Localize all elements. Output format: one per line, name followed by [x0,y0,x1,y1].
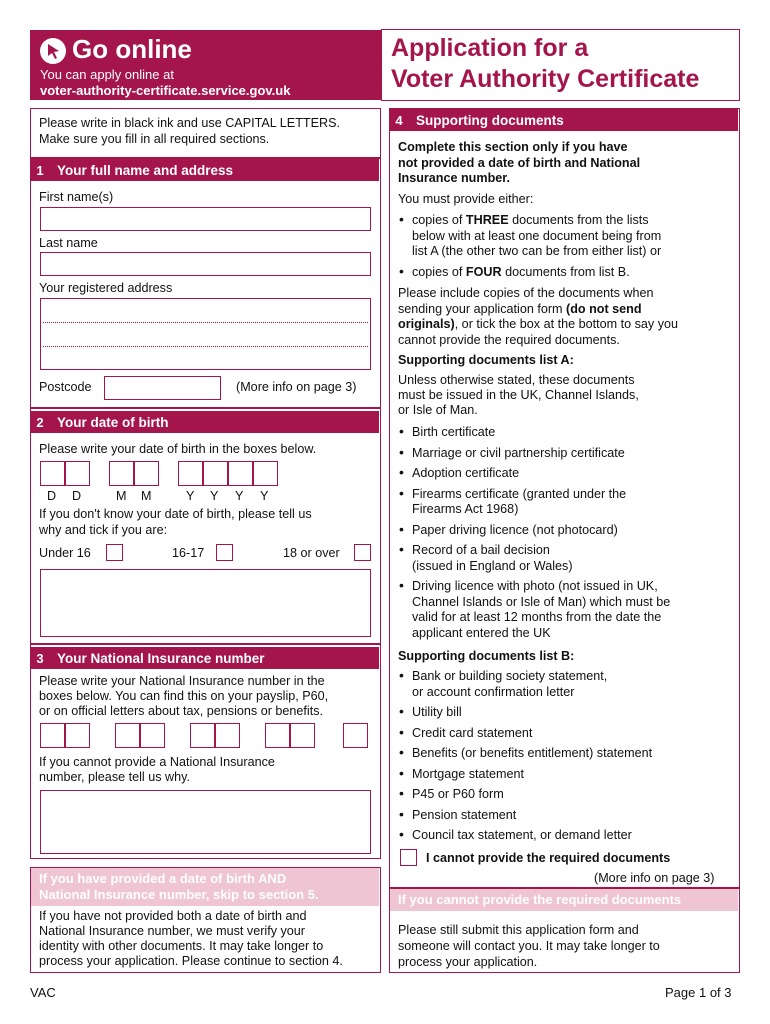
dob-month-digit[interactable] [134,461,159,486]
go-online-banner [30,30,381,100]
list-b-item: • Pension statement [398,808,733,824]
under-16-checkbox[interactable] [106,544,123,561]
list-a-item: • Record of a bail decision (issued in England or Wales) [398,543,733,574]
ni-digit[interactable] [265,723,290,748]
postcode-label: Postcode [39,380,92,394]
list-a-item: • Adoption certificate [398,466,733,482]
section-4-title: Supporting documents [416,112,564,128]
section-2-number: 2 [36,414,44,430]
dob-year-digit[interactable] [228,461,253,486]
section-2-title: Your date of birth [57,414,169,430]
list-b-item: • Utility bill [398,705,733,721]
skip-body4: process your application. Please continue to section 4. [39,954,343,968]
cursor-icon [40,38,66,64]
complete-line2: not provided a date of birth and National [398,156,641,170]
section-4-header [390,109,738,131]
section-3-header [31,647,379,669]
form-title-box [381,29,740,101]
list-a-item: • Paper driving licence (not photocard) [398,523,733,539]
address-label: Your registered address [39,281,173,295]
ni-digit[interactable] [65,723,90,748]
option-four: • copies of FOUR documents from list B. [398,265,733,281]
cannot-provide-line3: process your application. [398,955,538,969]
apply-online-url[interactable]: voter-authority-certificate.service.gov.uk [40,83,291,98]
list-b-title: Supporting documents list B: [398,649,575,663]
list-a-intro3: or Isle of Man. [398,403,478,417]
cannot-provide-box [389,888,740,973]
list-a-item: • Driving licence with photo (not issued in UK, Channel Islands or Isle of Man) which must be valid for at least 12 months from the date the applicant entered the UK [398,579,733,641]
list-a-intro2: must be issued in the UK, Channel Islands, [398,388,639,402]
section-1 [30,158,381,408]
section-2-header [31,411,379,433]
skip-body1: If you have not provided both a date of birth and [39,909,307,923]
ni-digit[interactable] [115,723,140,748]
must-provide: You must provide either: [398,192,534,206]
section-1-title: Your full name and address [57,162,234,178]
cannot-provide-title: If you cannot provide the required documents [398,892,682,907]
dob-month-digit[interactable] [109,461,134,486]
section-1-more-info: (More info on page 3) [236,380,357,394]
cannot-provide-header [390,889,738,911]
intro-line2: Make sure you fill in all required sections. [39,132,270,146]
age-16-17-label: 16-17 [172,546,205,560]
skip-header [31,868,379,906]
dob-label-y: Y [210,489,219,503]
address-field[interactable] [40,298,371,370]
ni-digit[interactable] [190,723,215,748]
skip-body3: identity with other documents. It may take longer to [39,939,324,953]
first-names-label: First name(s) [39,190,114,204]
ni-line2: boxes below. You can find this on your payslip, P60, [39,689,329,703]
ni-digit[interactable] [215,723,240,748]
ni-reason-field[interactable] [40,790,371,854]
provide-options [398,213,733,280]
list-b [398,669,733,844]
section-4-number: 4 [395,112,403,128]
dob-label-m: M [141,489,152,503]
postcode-field[interactable] [104,376,221,400]
form-title-line1: Application for a [391,34,589,62]
ni-digit[interactable] [140,723,165,748]
ni-cannot-line2: number, please tell us why. [39,770,190,784]
ni-digit[interactable] [290,723,315,748]
list-a-item: • Firearms certificate (granted under the Firearms Act 1968) [398,487,733,518]
age-18-over-checkbox[interactable] [354,544,371,561]
list-b-item: • Credit card statement [398,726,733,742]
dob-label-y: Y [235,489,244,503]
cannot-provide-checkbox[interactable] [400,849,417,866]
list-a-title: Supporting documents list A: [398,353,574,367]
include-text: Please include copies of the documents when sending your application form (do not send originals), or tick the box at the bottom to say you cannot provide the required documents. [398,286,678,347]
dob-year-digit[interactable] [203,461,228,486]
cannot-provide-line2: someone will contact you. It may take longer to [398,939,660,953]
dob-year-digit[interactable] [253,461,278,486]
address-line-divider [43,322,368,323]
dob-label-y: Y [260,489,269,503]
section-4-more-info: (More info on page 3) [594,871,715,885]
intro-line1: Please write in black ink and use CAPITAL LETTERS. [39,116,340,130]
ni-digit[interactable] [40,723,65,748]
last-name-field[interactable] [40,252,371,276]
skip-line2: National Insurance number, skip to section 5. [39,887,319,902]
option-three: • copies of THREE documents from the lists below with at least one document being from list A (the other two can be from either list) or [398,213,733,260]
skip-body2: National Insurance number, we must verify your [39,924,305,938]
dob-reason-field[interactable] [40,569,371,637]
go-online-title: Go online [72,34,192,64]
complete-line1: Complete this section only if you have [398,140,628,154]
dob-label-m: M [116,489,127,503]
ni-cannot-line1: If you cannot provide a National Insurance [39,755,275,769]
list-b-item: • Mortgage statement [398,767,733,783]
list-a-intro1: Unless otherwise stated, these documents [398,373,635,387]
ni-line3: or on official letters about tax, pensions or benefits. [39,704,323,718]
skip-line1: If you have provided a date of birth AND [39,871,287,886]
dob-day-digit[interactable] [65,461,90,486]
dob-label-d: D [47,489,57,503]
form-title-line2: Voter Authority Certificate [391,65,700,93]
section-2 [30,408,381,644]
section-3-title: Your National Insurance number [57,650,265,666]
list-b-item: • P45 or P60 form [398,787,733,803]
list-b-item: • Bank or building society statement, or account confirmation letter [398,669,733,700]
dob-label-d: D [72,489,82,503]
list-b-item: • Council tax statement, or demand letter [398,828,733,844]
page-number: Page 1 of 3 [665,985,732,1000]
dob-year-digit[interactable] [178,461,203,486]
skip-box [30,867,381,973]
list-a-item: • Birth certificate [398,425,733,441]
age-18-over-label: 18 or over [283,546,340,560]
cannot-provide-label: I cannot provide the required documents [426,851,671,865]
last-name-label: Last name [39,236,98,250]
address-line-divider [43,346,368,347]
list-b-item: • Benefits (or benefits entitlement) statement [398,746,733,762]
dob-day-digit[interactable] [40,461,65,486]
first-names-field[interactable] [40,207,371,231]
section-3 [30,644,381,859]
dob-unknown-line2: why and tick if you are: [39,523,168,537]
apply-online-text: You can apply online at [40,67,174,82]
dob-unknown-line1: If you don't know your date of birth, please tell us [39,507,312,521]
ni-digit[interactable] [343,723,368,748]
section-1-header [31,159,379,181]
footer-code: VAC [30,985,56,1000]
ni-line1: Please write your National Insurance number in the [39,674,325,688]
age-16-17-checkbox[interactable] [216,544,233,561]
section-3-number: 3 [36,650,44,666]
dob-instruction: Please write your date of birth in the boxes below. [39,442,317,456]
under-16-label: Under 16 [39,546,91,560]
cannot-provide-line1: Please still submit this application form and [398,923,639,937]
section-4 [389,108,740,888]
list-a [398,425,733,641]
complete-line3: Insurance number. [398,171,510,185]
section-1-number: 1 [36,162,44,178]
list-a-item: • Marriage or civil partnership certificate [398,446,733,462]
dob-label-y: Y [186,489,195,503]
intro-box [30,108,381,158]
